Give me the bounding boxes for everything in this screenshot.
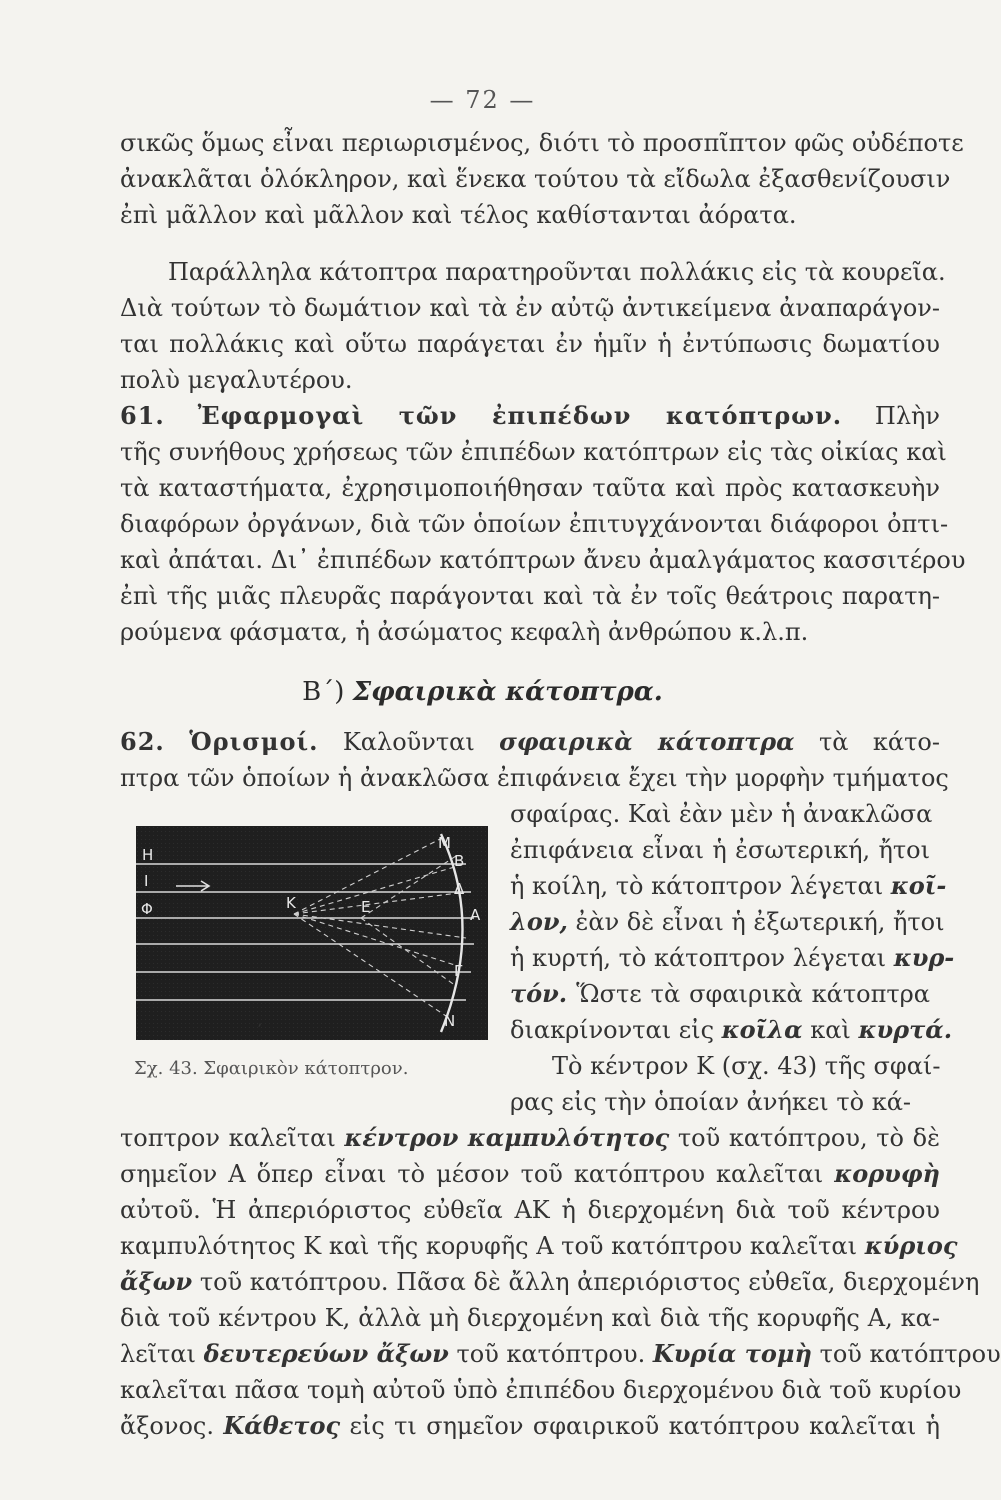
term-spherical-mirrors: σφαιρικὰ κάτοπτρα — [499, 727, 795, 756]
text-line: καλεῖται πᾶσα τομὴ αὐτοῦ ὑπὸ ἐπιπέδου διερχομένου διὰ τοῦ κυρίου — [120, 1376, 962, 1404]
text-line — [120, 1123, 940, 1153]
label-A: Α — [470, 906, 481, 924]
label-E: Ε — [361, 898, 371, 916]
text-line — [510, 871, 947, 901]
text-fragment: λεῖται — [120, 1340, 196, 1368]
text-line: πολὺ μεγαλυτέρου. — [120, 366, 353, 394]
label-B: Β — [454, 852, 465, 870]
label-K: Κ — [286, 894, 296, 912]
text-line: ἐπὶ τῆς μιᾶς πλευρᾶς παράγονται καὶ τὰ ἐν τοῖς θεάτροις παρατη- — [120, 582, 940, 610]
term-concave: λον, — [510, 907, 568, 936]
section-61-number: 61. — [120, 401, 165, 430]
text-line: Παράλληλα κάτοπτρα παρατηροῦνται πολλάκις εἰς τὰ κουρεῖα. — [168, 258, 946, 286]
section-62-title: Ὁρισμοί. — [189, 727, 319, 756]
text-line — [510, 979, 930, 1009]
text-line: τῆς συνήθους χρήσεως τῶν ἐπιπέδων κατόπτρων εἰς τὰς οἰκίας καὶ — [120, 438, 947, 466]
text-line — [120, 1339, 1001, 1369]
text-line: σφαίρας. Καὶ ἐὰν μὲν ἡ ἀνακλῶσα — [510, 800, 933, 828]
text-fragment: τοῦ κατόπτρου, τὸ δὲ — [677, 1124, 940, 1152]
section-61-line — [120, 401, 940, 431]
text-fragment: διακρίνονται εἰς — [510, 1016, 715, 1044]
term-principal: κύριος — [864, 1231, 958, 1260]
text-line — [120, 1411, 940, 1441]
text-line: σικῶς ὅμως εἶναι περιωρισμένος, διότι τὸ προσπῖπτον φῶς οὐδέποτε — [120, 129, 964, 157]
text-line: ἀνακλᾶται ὁλόκληρον, καὶ ἕνεκα τούτου τὰ εἴδωλα ἐξασθενίζουσιν — [120, 165, 951, 193]
text-fragment: τὰ κάτο- — [819, 728, 940, 756]
text-line — [510, 1015, 953, 1045]
text-line: καὶ ἀπάται. Δι᾽ ἐπιπέδων κατόπτρων ἄνευ ἀμαλγάματος κασσιτέρου — [120, 546, 966, 574]
text-line: αὐτοῦ. Ἡ ἀπεριόριστος εὐθεῖα ΑΚ ἡ διερχομένη διὰ τοῦ κέντρου — [120, 1196, 940, 1224]
text-line: Διὰ τούτων τὸ δωμάτιον καὶ τὰ ἐν αὐτῷ ἀντικείμενα ἀναπαράγον- — [120, 294, 940, 322]
figure-background — [136, 826, 488, 1040]
term-concave: κοῖ- — [890, 871, 947, 900]
section-61-title: Ἐφαρμογαὶ τῶν ἐπιπέδων κατόπτρων. — [197, 401, 843, 430]
term-center-of-curvature: κέντρον καμπυλότητος — [344, 1123, 670, 1152]
label-M: Μ — [438, 834, 451, 852]
text-fragment: Ὥστε τὰ σφαιρικὰ κάτοπτρα — [576, 980, 930, 1008]
text-fragment: Πλὴν — [874, 402, 940, 430]
text-fragment: ἡ κοίλη, τὸ κάτοπτρον λέγεται — [510, 872, 884, 900]
text-fragment: Καλοῦνται — [342, 728, 475, 756]
figure-caption: Σχ. 43. Σφαιρικὸν κάτοπτρον. — [134, 1058, 409, 1079]
subsection-prefix: Β´) — [302, 677, 345, 707]
term-concave-plural: κοῖλα — [721, 1015, 803, 1044]
text-fragment: τοπτρον καλεῖται — [120, 1124, 336, 1152]
page-number: — 72 — — [429, 86, 536, 114]
term-vertex: κορυφὴ — [834, 1159, 940, 1188]
text-fragment: εἰς τι σημεῖον σφαιρικοῦ κατόπτρου καλεῖται ἡ — [349, 1412, 940, 1440]
text-fragment: τοῦ κατόπτρου. Πᾶσα δὲ ἄλλη ἀπεριόριστος εὐθεῖα, διερχομένη — [199, 1268, 980, 1296]
term-convex-plural: κυρτά. — [858, 1015, 953, 1044]
section-62-line — [120, 727, 940, 757]
text-line — [510, 907, 945, 937]
text-line: ρας εἰς τὴν ὁποίαν ἀνήκει τὸ κά- — [510, 1088, 912, 1116]
text-fragment: ἄξονος. — [120, 1412, 214, 1440]
label-Phi: Φ — [141, 900, 153, 918]
label-D: Δ — [454, 880, 465, 898]
text-line: ται πολλάκις καὶ οὕτω παράγεται ἐν ἡμῖν ἡ ἐντύπωσις δωματίου — [120, 330, 940, 358]
text-line: Τὸ κέντρον Κ (σχ. 43) τῆς σφαί- — [552, 1052, 941, 1080]
text-line — [120, 1159, 940, 1189]
text-line — [120, 1267, 980, 1297]
text-line: διὰ τοῦ κέντρου Κ, ἀλλὰ μὴ διερχομένη καὶ διὰ τῆς κορυφῆς Α, κα- — [120, 1304, 940, 1332]
label-N: Ν — [444, 1012, 456, 1030]
subsection-title: Σφαιρικὰ κάτοπτρα. — [352, 677, 663, 707]
figure-spherical-mirror — [136, 826, 488, 1040]
text-fragment: ἡ κυρτή, τὸ κάτοπτρον λέγεται — [510, 944, 887, 972]
text-fragment: καμπυλότητος Κ καὶ τῆς κορυφῆς Α τοῦ κατόπτρου καλεῖται — [120, 1232, 858, 1260]
text-line: ἐπὶ μᾶλλον καὶ μᾶλλον καὶ τέλος καθίστανται ἀόρατα. — [120, 201, 797, 229]
text-fragment: καὶ — [810, 1016, 851, 1044]
text-line — [510, 943, 955, 973]
label-H: Η — [142, 846, 154, 864]
term-convex: κυρ- — [893, 943, 955, 972]
text-fragment: τοῦ κατόπτρου — [819, 1340, 1001, 1368]
text-line: ἐπιφάνεια εἶναι ἡ ἐσωτερική, ἤτοι — [510, 836, 930, 864]
text-fragment: ἐὰν δὲ εἶναι ἡ ἐξωτερική, ἤτοι — [575, 908, 945, 936]
term-convex: τόν. — [510, 979, 568, 1008]
term-principal-section: Κυρία τομὴ — [652, 1339, 812, 1368]
text-line — [120, 1231, 958, 1261]
text-line: τὰ καταστήματα, ἐχρησιμοποιήθησαν ταῦτα καὶ πρὸς κατασκευὴν — [120, 474, 940, 502]
term-normal: Κάθετος — [223, 1411, 341, 1440]
label-I: Ι — [144, 872, 149, 890]
text-fragment: τοῦ κατόπτρου. — [456, 1340, 646, 1368]
term-secondary-axis: δευτερεύων ἄξων — [203, 1339, 449, 1368]
section-62-number: 62. — [120, 727, 165, 756]
margin-mark: ʼ — [257, 1022, 262, 1038]
subsection-heading — [0, 676, 965, 708]
text-line: πτρα τῶν ὁποίων ἡ ἀνακλῶσα ἐπιφάνεια ἔχει τὴν μορφὴν τμήματος — [120, 764, 949, 792]
text-line: διαφόρων ὀργάνων, διὰ τῶν ὁποίων ἐπιτυγχάνονται διάφοροι ὀπτι- — [120, 510, 949, 538]
text-line: ρούμενα φάσματα, ἡ ἀσώματος κεφαλὴ ἀνθρώπου κ.λ.π. — [120, 618, 809, 646]
text-fragment: σημεῖον Α ὅπερ εἶναι τὸ μέσον τοῦ κατόπτρου καλεῖται — [120, 1160, 824, 1188]
term-axis: ἄξων — [120, 1267, 193, 1296]
label-G: Γ — [454, 962, 463, 980]
